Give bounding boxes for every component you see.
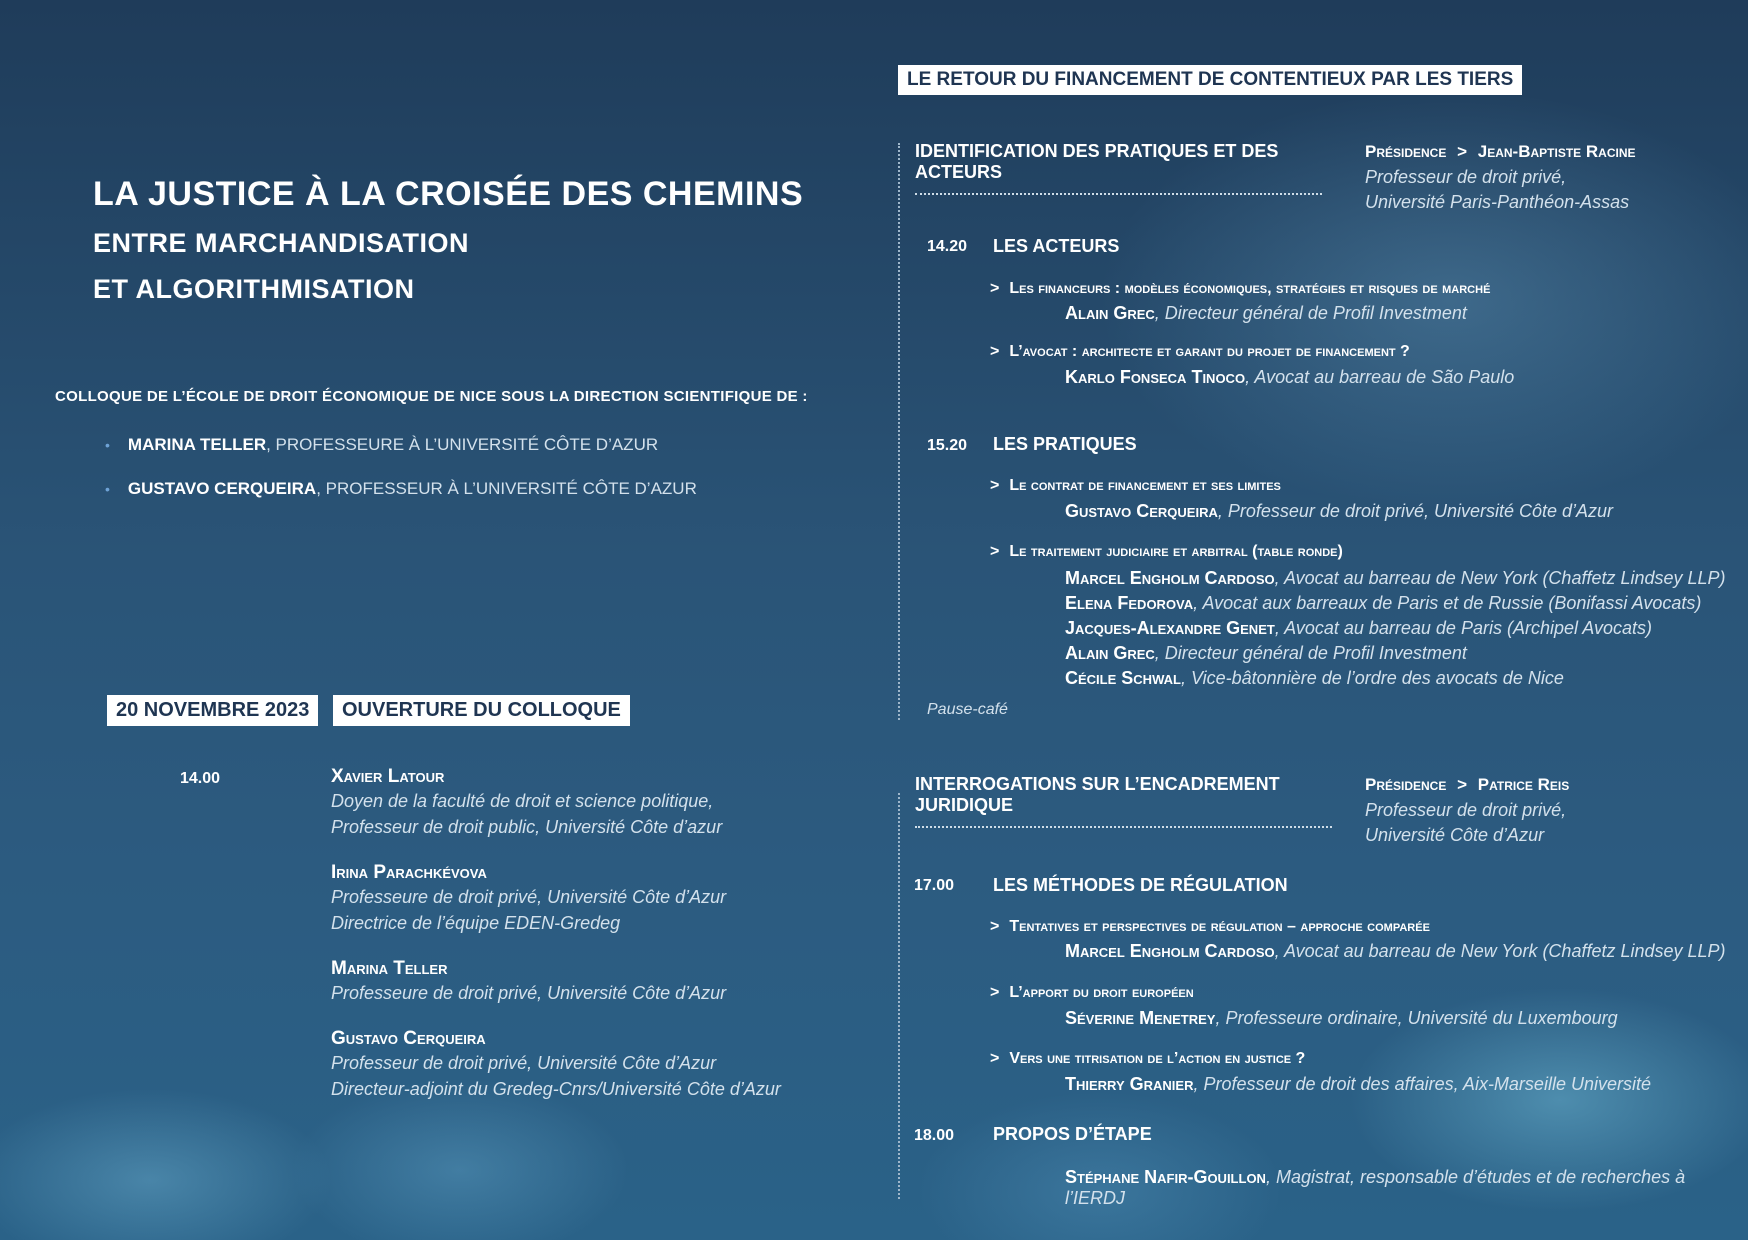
topic-item bbox=[990, 477, 1281, 495]
participant-desc: , Professeur de droit privé, Université Côte d’Azur bbox=[1217, 501, 1614, 521]
arrow-icon: > bbox=[990, 343, 1000, 360]
participant-desc: , Avocat au barreau de Paris (Archipel Avocats) bbox=[1274, 618, 1653, 638]
participant bbox=[1065, 566, 1726, 591]
participant bbox=[1065, 941, 1726, 962]
speaker-role: Professeur de droit privé, Université Côte d’Azur bbox=[331, 1053, 717, 1073]
director-name: GUSTAVO CERQUEIRA bbox=[127, 479, 317, 498]
opening-speakers bbox=[331, 766, 811, 1102]
director-role: , PROFESSEURE À L’UNIVERSITÉ CÔTE D’AZUR bbox=[266, 435, 659, 454]
session-title: INTERROGATIONS SUR L’ENCADREMENT JURIDIQUE bbox=[915, 774, 1332, 828]
participant bbox=[1065, 1008, 1618, 1029]
speaker-role: Doyen de la faculté de droit et science politique, bbox=[331, 791, 714, 811]
speaker-name: Irina Parachkévova bbox=[331, 862, 487, 883]
arrow-icon: > bbox=[990, 918, 1000, 935]
participant-desc: , Directeur général de Profil Investment bbox=[1154, 643, 1467, 663]
bullet-icon: • bbox=[105, 481, 110, 497]
president-details bbox=[1365, 798, 1566, 848]
speaker-block bbox=[331, 766, 811, 840]
topic-item bbox=[990, 343, 1410, 361]
arrow-icon: > bbox=[1457, 775, 1468, 794]
page-title: LA JUSTICE À LA CROISÉE DES CHEMINS bbox=[93, 175, 804, 213]
block-time: 14.20 bbox=[927, 238, 968, 255]
participant bbox=[1065, 1074, 1651, 1095]
participant bbox=[1065, 1167, 1748, 1209]
page-subtitle-line1: ENTRE MARCHANDISATION bbox=[93, 228, 469, 258]
participant-desc: , Professeur de droit des affaires, Aix-Marseille Université bbox=[1193, 1074, 1651, 1094]
bullet-icon: • bbox=[105, 437, 110, 453]
topic-title: Le contrat de financement et ses limites bbox=[1009, 477, 1281, 494]
block-title: LES PRATIQUES bbox=[993, 434, 1137, 454]
topic-title: Tentatives et perspectives de régulation – approche comparée bbox=[1009, 918, 1430, 935]
speaker-block bbox=[331, 958, 811, 1006]
participant bbox=[1065, 501, 1613, 522]
participant-name: Marcel Engholm Cardoso bbox=[1065, 568, 1275, 588]
participants-list bbox=[1065, 566, 1726, 691]
presidence-line bbox=[1365, 775, 1569, 795]
speaker-role: Professeure de droit privé, Université Côte d’Azur bbox=[331, 887, 727, 907]
speaker-role: Directrice de l’équipe EDEN-Gredeg bbox=[331, 913, 621, 933]
participant-name: Karlo Fonseca Tinoco bbox=[1065, 367, 1246, 387]
participant-name: Stéphane Nafir-Gouillon bbox=[1065, 1167, 1266, 1187]
arrow-icon: > bbox=[990, 477, 1000, 494]
topic-title: L’avocat : architecte et garant du projet de financement ? bbox=[1009, 343, 1410, 360]
topic-item bbox=[990, 543, 1343, 561]
participant bbox=[1065, 367, 1514, 388]
session-title: IDENTIFICATION DES PRATIQUES ET DES ACTEURS bbox=[915, 141, 1322, 195]
presidence-label: Présidence bbox=[1365, 142, 1447, 161]
participant-name: Cécile Schwal bbox=[1065, 668, 1181, 688]
divider-line bbox=[898, 143, 900, 720]
speaker-block bbox=[331, 862, 811, 936]
director-item bbox=[105, 435, 658, 455]
block-time: 15.20 bbox=[927, 437, 968, 454]
topic-item bbox=[990, 1050, 1305, 1068]
participant-name: Gustavo Cerqueira bbox=[1065, 501, 1218, 521]
speaker-name: Xavier Latour bbox=[331, 766, 445, 787]
speaker-role: Professeure de droit privé, Université Côte d’Azur bbox=[331, 983, 727, 1003]
participant-desc: , Vice-bâtonnière de l’ordre des avocats de Nice bbox=[1180, 668, 1564, 688]
participant-desc: , Avocat au barreau de New York (Chaffetz Lindsey LLP) bbox=[1274, 941, 1726, 961]
director-item bbox=[105, 479, 697, 499]
participant-name: Marcel Engholm Cardoso bbox=[1065, 941, 1275, 961]
participant-desc: , Directeur général de Profil Investment bbox=[1154, 303, 1467, 323]
arrow-icon: > bbox=[990, 984, 1000, 1001]
topic-item bbox=[990, 280, 1490, 298]
participant bbox=[1065, 666, 1726, 691]
date-label: 20 NOVEMBRE 2023 bbox=[107, 695, 318, 726]
topic-item bbox=[990, 918, 1430, 936]
topic-title: Vers une titrisation de l’action en justice ? bbox=[1009, 1050, 1306, 1067]
participant-desc: , Avocat au barreau de New York (Chaffetz Lindsey LLP) bbox=[1274, 568, 1726, 588]
presidence-label: Présidence bbox=[1365, 775, 1447, 794]
block-title: LES MÉTHODES DE RÉGULATION bbox=[993, 875, 1288, 895]
arrow-icon: > bbox=[1457, 142, 1468, 161]
president-affiliation: Université Côte d’Azur bbox=[1365, 825, 1545, 845]
section-header-label: LE RETOUR DU FINANCEMENT DE CONTENTIEUX PAR LES TIERS bbox=[898, 65, 1522, 95]
speaker-block bbox=[331, 1028, 811, 1102]
presidence-line bbox=[1365, 142, 1636, 162]
participant-name: Séverine Menetrey bbox=[1065, 1008, 1216, 1028]
participant bbox=[1065, 303, 1467, 324]
participant-name: Alain Grec bbox=[1065, 643, 1155, 663]
participant bbox=[1065, 616, 1726, 641]
director-name: MARINA TELLER bbox=[127, 435, 267, 454]
speaker-name: Marina Teller bbox=[331, 958, 448, 979]
participant-name: Elena Fedorova bbox=[1065, 593, 1194, 613]
speaker-name: Gustavo Cerqueira bbox=[331, 1028, 486, 1049]
president-affiliation: Université Paris-Panthéon-Assas bbox=[1365, 192, 1630, 212]
arrow-icon: > bbox=[990, 280, 1000, 297]
speaker-role: Professeur de droit public, Université Côte d’azur bbox=[331, 817, 723, 837]
arrow-icon: > bbox=[990, 543, 1000, 560]
participant-desc: , Magistrat, responsable d’études et de recherches à l’IERDJ bbox=[1065, 1167, 1686, 1208]
topic-title: L’apport du droit européen bbox=[1009, 984, 1194, 1001]
topic-title: Le traitement judiciaire et arbitral (table ronde) bbox=[1009, 543, 1343, 560]
director-role: , PROFESSEUR À L’UNIVERSITÉ CÔTE D’AZUR bbox=[316, 479, 697, 498]
opening-time: 14.00 bbox=[180, 770, 221, 787]
participant-desc: , Professeure ordinaire, Université du Luxembourg bbox=[1215, 1008, 1618, 1028]
participant-desc: , Avocat au barreau de São Paulo bbox=[1245, 367, 1515, 387]
president-details bbox=[1365, 165, 1629, 215]
block-title: LES ACTEURS bbox=[993, 236, 1120, 256]
divider-line bbox=[898, 793, 900, 1199]
participant-desc: , Avocat aux barreaux de Paris et de Russie (Bonifassi Avocats) bbox=[1193, 593, 1702, 613]
president-name: Patrice Reis bbox=[1477, 775, 1570, 794]
speaker-role: Directeur-adjoint du Gredeg-Cnrs/Université Côte d’Azur bbox=[331, 1079, 781, 1099]
president-role: Professeur de droit privé, bbox=[1365, 800, 1567, 820]
block-time: 18.00 bbox=[914, 1127, 955, 1144]
topic-title: Les financeurs : modèles économiques, stratégies et risques de marché bbox=[1009, 280, 1491, 297]
topic-item bbox=[990, 984, 1194, 1002]
participant-name: Thierry Granier bbox=[1065, 1074, 1194, 1094]
participant bbox=[1065, 641, 1726, 666]
participant bbox=[1065, 591, 1726, 616]
block-title: PROPOS D’ÉTAPE bbox=[993, 1124, 1152, 1144]
arrow-icon: > bbox=[990, 1050, 1000, 1067]
president-name: Jean-Baptiste Racine bbox=[1477, 142, 1636, 161]
colloque-intro: COLLOQUE DE L’ÉCOLE DE DROIT ÉCONOMIQUE DE NICE SOUS LA DIRECTION SCIENTIFIQUE DE : bbox=[55, 388, 808, 405]
participant-name: Alain Grec bbox=[1065, 303, 1155, 323]
pause-label: Pause-café bbox=[927, 701, 1008, 718]
participant-name: Jacques-Alexandre Genet bbox=[1065, 618, 1275, 638]
page-subtitle-line2: ET ALGORITHMISATION bbox=[93, 274, 415, 304]
president-role: Professeur de droit privé, bbox=[1365, 167, 1567, 187]
block-time: 17.00 bbox=[914, 877, 955, 894]
opening-label: OUVERTURE DU COLLOQUE bbox=[333, 695, 630, 726]
